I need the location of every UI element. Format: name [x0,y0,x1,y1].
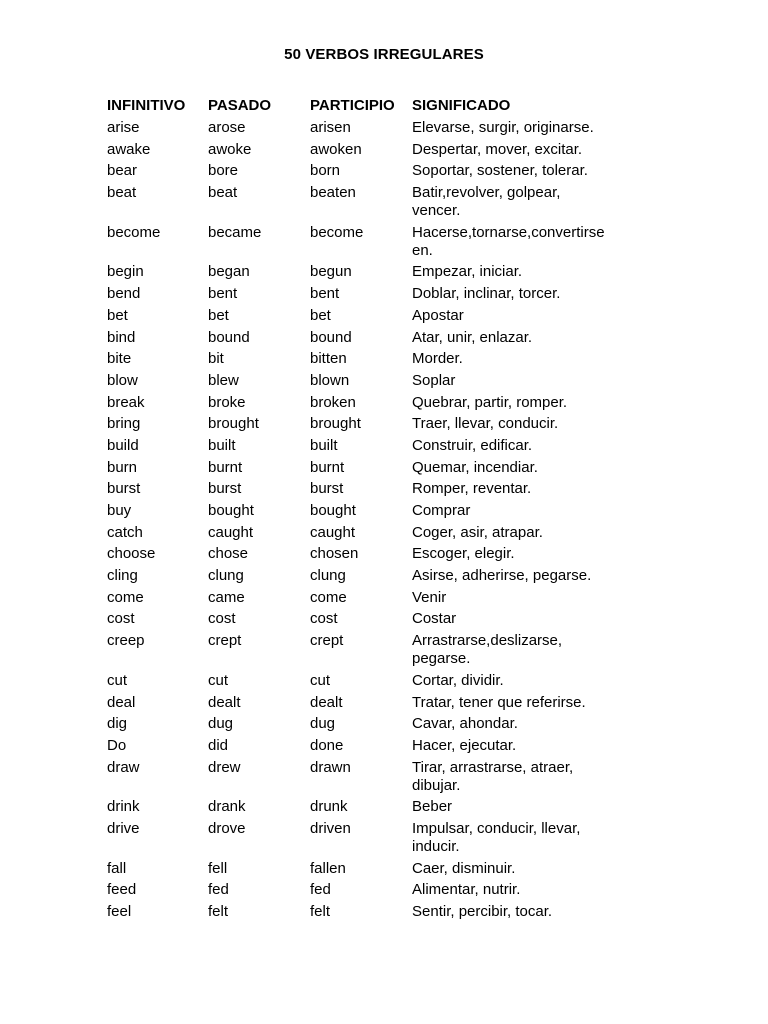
table-row [107,415,627,437]
cell-pasado: drank [208,798,246,816]
cell-significado: Quemar, incendiar. [412,458,538,476]
cell-infinitivo: awake [107,140,151,158]
cell-infinitivo: cost [107,610,135,628]
cell-pasado: blew [208,371,239,389]
cell-participio: clung [310,567,346,585]
table-row [107,672,627,694]
cell-significado: Coger, asir, atrapar. [412,523,543,541]
cell-significado: Beber [412,798,453,816]
table-row [107,350,627,372]
cell-infinitivo: cut [107,671,128,689]
cell-infinitivo: feed [107,881,137,899]
cell-participio: drawn [310,758,351,776]
cell-participio: cut [310,671,331,689]
cell-significado: Cavar, ahondar. [412,715,518,733]
cell-pasado: bound [208,328,250,346]
table-header [107,97,627,119]
table-row [107,394,627,416]
cell-infinitivo: drive [107,819,140,837]
cell-significado: Tirar, arrastrarse, atraer, dibujar. [412,758,574,794]
cell-pasado: dug [208,715,234,733]
cell-pasado: broke [208,393,246,411]
table-row [107,184,627,224]
cell-participio: become [310,223,364,241]
table-row [107,610,627,632]
cell-infinitivo: feel [107,903,132,920]
table-row [107,263,627,285]
cell-participio: blown [310,371,350,389]
cell-participio: fed [310,881,331,899]
cell-infinitivo: begin [107,263,144,281]
cell-significado: Asirse, adherirse, pegarse. [412,567,592,585]
cell-pasado: drove [208,819,246,837]
cell-participio: bitten [310,350,347,368]
cell-participio: cost [310,610,338,628]
table-row [107,881,627,903]
cell-participio: broken [310,393,356,411]
cell-participio: begun [310,263,352,281]
cell-significado: Romper, reventar. [412,480,532,498]
cell-pasado: bent [208,285,238,303]
table-row [107,545,627,567]
cell-pasado: drew [208,758,241,776]
cell-infinitivo: burn [107,458,138,476]
cell-pasado: built [208,436,236,454]
table-row [107,480,627,502]
cell-participio: dug [310,715,336,733]
cell-pasado: awoke [208,140,252,158]
cell-participio: burnt [310,458,345,476]
cell-participio: bound [310,328,352,346]
table-row [107,162,627,184]
cell-pasado: caught [208,523,254,541]
cell-pasado: began [208,263,250,281]
table-row [107,820,627,860]
cell-infinitivo: build [107,436,139,454]
table-row [107,860,627,882]
table-row [107,224,627,264]
cell-participio: come [310,588,347,606]
cell-infinitivo: Do [107,736,127,754]
cell-infinitivo: choose [107,545,156,563]
column-header-significado: SIGNIFICADO [412,97,511,114]
cell-participio: fallen [310,859,346,877]
cell-significado: Tratar, tener que referirse. [412,693,586,711]
cell-infinitivo: bring [107,415,141,433]
cell-pasado: dealt [208,693,241,711]
cell-participio: brought [310,415,361,433]
cell-pasado: cost [208,610,236,628]
cell-significado: Apostar [412,306,464,324]
table-row [107,119,627,141]
cell-infinitivo: drink [107,798,140,816]
cell-participio: beaten [310,184,356,202]
cell-pasado: brought [208,415,259,433]
cell-significado: Batir,revolver, golpear, vencer. [412,184,561,220]
verbs-table [107,97,627,925]
cell-significado: Caer, disminuir. [412,859,516,877]
cell-pasado: beat [208,184,238,202]
cell-participio: dealt [310,693,343,711]
cell-infinitivo: catch [107,523,143,541]
cell-pasado: clung [208,567,244,585]
table-row [107,759,627,799]
table-row [107,903,627,925]
cell-pasado: bore [208,162,239,180]
table-row [107,329,627,351]
cell-significado: Arrastrarse,deslizarse, pegarse. [412,632,563,668]
cell-pasado: chose [208,545,249,563]
cell-infinitivo: bear [107,162,138,180]
table-row [107,715,627,737]
cell-pasado: fed [208,881,229,899]
cell-significado: Escoger, elegir. [412,545,515,563]
cell-infinitivo: beat [107,184,137,202]
cell-significado: Alimentar, nutrir. [412,881,521,899]
cell-participio: arisen [310,119,351,136]
table-row [107,798,627,820]
table-row [107,437,627,459]
cell-pasado: bought [208,502,254,519]
cell-participio: bought [310,502,356,519]
cell-pasado: bit [208,350,224,368]
cell-participio: burst [310,480,344,498]
cell-infinitivo: come [107,588,144,606]
cell-pasado: cut [208,671,229,689]
cell-pasado: bet [208,306,229,324]
cell-participio: bet [310,306,331,324]
cell-significado: Traer, llevar, conducir. [412,415,559,433]
cell-infinitivo: blow [107,371,138,389]
cell-infinitivo: cling [107,567,138,585]
cell-significado: Construir, edificar. [412,436,533,454]
cell-pasado: became [208,223,262,241]
cell-significado: Hacer, ejecutar. [412,736,517,754]
cell-participio: felt [310,903,331,920]
table-row [107,694,627,716]
cell-participio: awoken [310,140,362,158]
cell-significado: Elevarse, surgir, originarse. [412,119,594,136]
table-row [107,567,627,589]
cell-pasado: fell [208,859,228,877]
table-row [107,372,627,394]
cell-infinitivo: bet [107,306,128,324]
cell-infinitivo: creep [107,632,145,650]
cell-pasado: did [208,736,229,754]
column-header-pasado: PASADO [208,97,272,114]
cell-pasado: crept [208,632,242,650]
cell-pasado: arose [208,119,246,136]
cell-pasado: burnt [208,458,243,476]
column-header-infinitivo: INFINITIVO [107,97,186,114]
cell-significado: Doblar, inclinar, torcer. [412,285,561,303]
cell-significado: Comprar [412,502,471,519]
cell-participio: drunk [310,798,348,816]
cell-significado: Empezar, iniciar. [412,263,523,281]
cell-infinitivo: burst [107,480,141,498]
table-row [107,459,627,481]
cell-significado: Soportar, sostener, tolerar. [412,162,588,180]
table-row [107,524,627,546]
cell-pasado: burst [208,480,242,498]
cell-infinitivo: fall [107,859,127,877]
table-body [107,119,627,925]
cell-participio: born [310,162,341,180]
cell-pasado: came [208,588,245,606]
cell-participio: chosen [310,545,359,563]
cell-infinitivo: become [107,223,161,241]
cell-infinitivo: bite [107,350,132,368]
page-title: 50 VERBOS IRREGULARES [284,46,484,63]
cell-significado: Atar, unir, enlazar. [412,328,533,346]
cell-pasado: felt [208,903,229,920]
table-row [107,141,627,163]
table-row [107,285,627,307]
cell-significado: Cortar, dividir. [412,671,504,689]
cell-significado: Despertar, mover, excitar. [412,140,583,158]
cell-participio: done [310,736,344,754]
table-row [107,502,627,524]
table-row [107,307,627,329]
cell-significado: Costar [412,610,457,628]
cell-significado: Sentir, percibir, tocar. [412,903,553,920]
table-row [107,589,627,611]
cell-infinitivo: break [107,393,145,411]
table-row [107,737,627,759]
cell-significado: Soplar [412,371,456,389]
cell-significado: Hacerse,tornarse,convertirse en. [412,223,605,259]
cell-participio: caught [310,523,356,541]
cell-significado: Morder. [412,350,463,368]
cell-infinitivo: bend [107,285,141,303]
cell-infinitivo: buy [107,502,132,519]
cell-significado: Venir [412,588,447,606]
cell-participio: bent [310,285,340,303]
cell-participio: crept [310,632,344,650]
cell-infinitivo: bind [107,328,136,346]
cell-infinitivo: arise [107,119,140,136]
cell-significado: Quebrar, partir, romper. [412,393,568,411]
cell-infinitivo: dig [107,715,128,733]
cell-significado: Impulsar, conducir, llevar, inducir. [412,819,581,855]
cell-infinitivo: deal [107,693,136,711]
cell-participio: built [310,436,338,454]
cell-infinitivo: draw [107,758,140,776]
column-header-participio: PARTICIPIO [310,97,395,114]
table-row [107,632,627,672]
cell-participio: driven [310,819,351,837]
